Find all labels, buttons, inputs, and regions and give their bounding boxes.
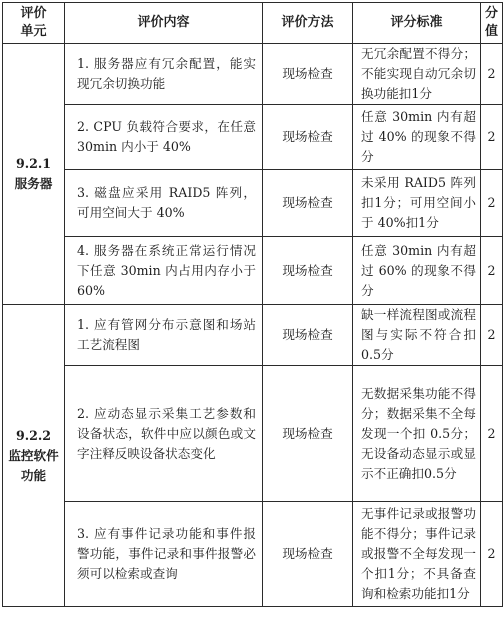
table-header-row	[3, 3, 503, 44]
row-content: 3. 磁盘应采用 RAID5 阵列，可用空间大于 40%	[65, 170, 263, 237]
row-content: 4. 服务器在系统正常运行情况下任意 30min 内占用内存小于 60%	[65, 237, 263, 305]
section-unit-title-line-1: 监控软件	[8, 447, 59, 463]
row-method: 现场检查	[263, 305, 353, 366]
row-score: 2	[481, 366, 503, 502]
header-unit-line-2: 单元	[20, 24, 47, 39]
row-standard: 缺一样流程图或流程图与实际不符合扣0.5分	[353, 305, 481, 366]
section-unit-code: 9.2.2	[15, 427, 52, 443]
header-standard: 评分标准	[353, 3, 481, 44]
table-row	[3, 44, 503, 105]
header-content: 评价内容	[65, 3, 263, 44]
table-row	[3, 170, 503, 237]
section-unit-code: 9.2.1	[15, 156, 52, 171]
row-content: 1. 服务器应有冗余配置，能实现冗余切换功能	[65, 44, 263, 105]
section-unit-title: 服务器	[14, 176, 53, 191]
section-unit-monitoring-software	[3, 305, 65, 607]
row-score: 2	[481, 305, 503, 366]
section-unit-title-line-2: 功能	[20, 467, 47, 483]
row-content: 1. 应有管网分布示意图和场站工艺流程图	[65, 305, 263, 366]
row-standard: 任意 30min 内有超过 40% 的现象不得分	[353, 105, 481, 170]
row-standard: 无数据采集功能不得分；数据采集不全每发现一个扣 0.5分；无设备动态显示或显示不正确扣0.5分	[353, 366, 481, 502]
header-score-line-2: 值	[484, 24, 498, 39]
row-method: 现场检查	[263, 170, 353, 237]
row-method: 现场检查	[263, 366, 353, 502]
row-method: 现场检查	[263, 502, 353, 607]
row-method: 现场检查	[263, 237, 353, 305]
row-score: 2	[481, 237, 503, 305]
row-score: 2	[481, 170, 503, 237]
row-standard: 无事件记录或报警功能不得分；事件记录或报警不全每发现一个扣1分；不具备查询和检索功能扣1分	[353, 502, 481, 607]
row-standard: 无冗余配置不得分；不能实现自动冗余切换功能扣1分	[353, 44, 481, 105]
row-method: 现场检查	[263, 44, 353, 105]
table-row	[3, 305, 503, 366]
evaluation-table	[2, 2, 503, 607]
table-row	[3, 502, 503, 607]
section-unit-server	[3, 44, 65, 305]
table-row	[3, 237, 503, 305]
row-standard: 任意 30min 内有超过 60% 的现象不得分	[353, 237, 481, 305]
header-method: 评价方法	[263, 3, 353, 44]
header-score-line-1: 分	[484, 6, 498, 21]
row-content: 3. 应有事件记录功能和事件报警功能，事件记录和事件报警必须可以检索或查询	[65, 502, 263, 607]
table-row	[3, 105, 503, 170]
header-unit-line-1: 评价	[20, 6, 47, 21]
row-standard: 未采用 RAID5 阵列扣1分；可用空间小于 40%扣1分	[353, 170, 481, 237]
row-content: 2. CPU 负载符合要求，在任意 30min 内小于 40%	[65, 105, 263, 170]
header-score	[481, 3, 503, 44]
table-row	[3, 366, 503, 502]
header-unit	[3, 3, 65, 44]
row-score: 2	[481, 44, 503, 105]
row-content: 2. 应动态显示采集工艺参数和设备状态，软件中应以颜色或文字注释反映设备状态变化	[65, 366, 263, 502]
row-score: 2	[481, 502, 503, 607]
row-method: 现场检查	[263, 105, 353, 170]
row-score: 2	[481, 105, 503, 170]
